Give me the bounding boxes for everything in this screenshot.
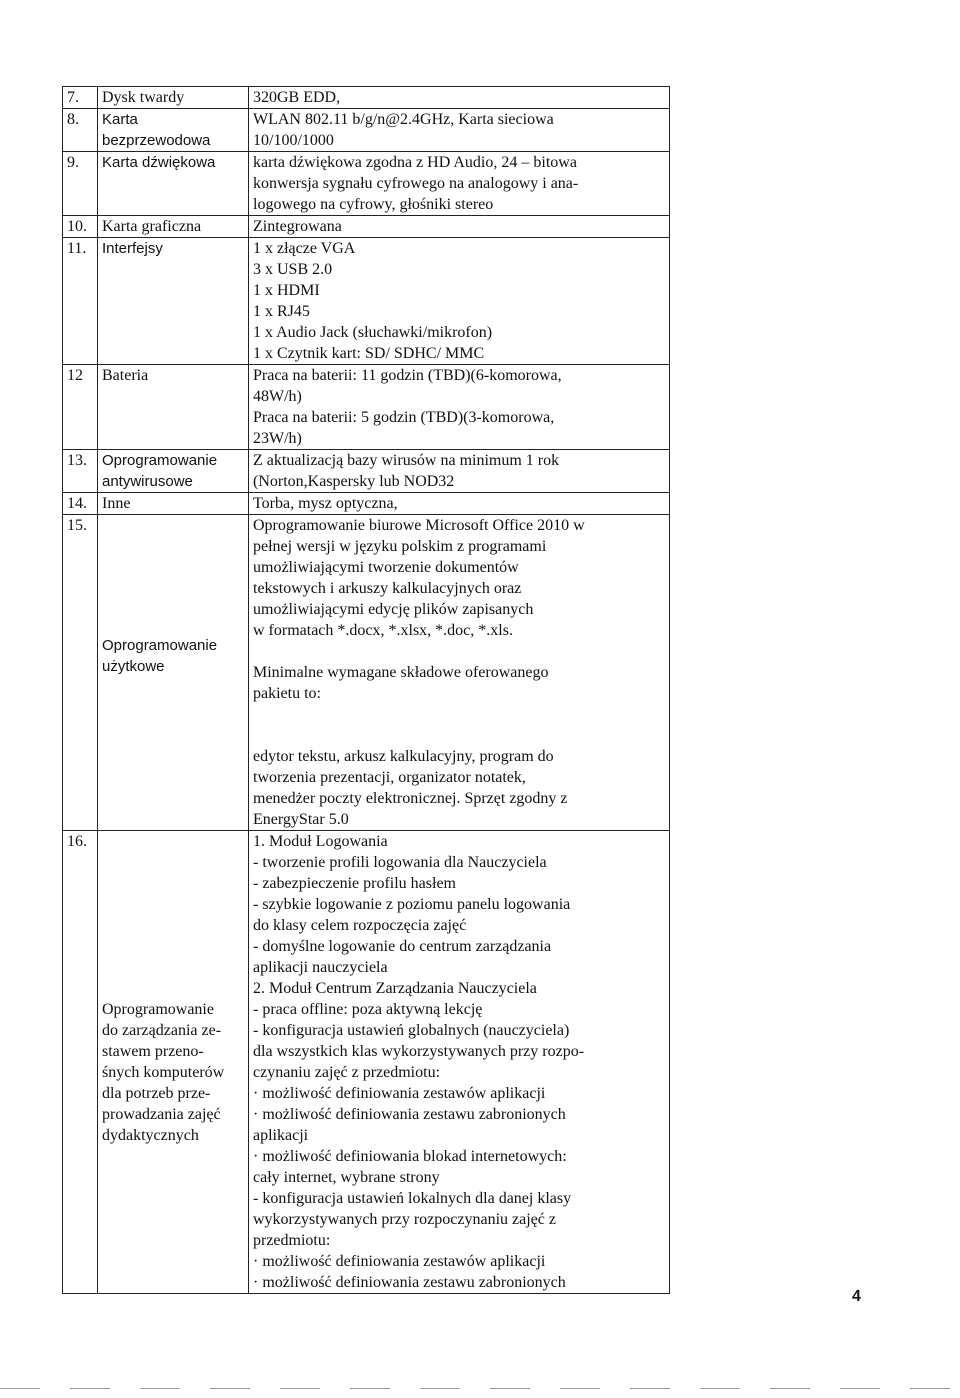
feature-cell <box>98 109 249 152</box>
feature-cell <box>98 87 249 109</box>
feature-cell <box>98 216 249 238</box>
feature-line: do zarządzania ze- <box>102 1022 222 1039</box>
description-line: - praca offline: poza aktywną lekcję <box>253 1001 483 1018</box>
description-line: Z aktualizacją bazy wirusów na minimum 1 rok <box>253 452 560 469</box>
feature-line: Oprogramowanie <box>102 1001 214 1018</box>
feature-line: Dysk twardy <box>102 89 185 106</box>
description-cell <box>249 216 670 238</box>
bottom-divider <box>0 1388 960 1389</box>
description-line: WLAN 802.11 b/g/n@2.4GHz, Karta sieciowa <box>253 111 554 128</box>
spacer <box>253 725 665 746</box>
feature-line: śnych komputerów <box>102 1064 225 1081</box>
table-row <box>63 109 670 152</box>
row-number: 14. <box>63 493 98 515</box>
feature-line: Oprogramowanie <box>102 452 218 469</box>
feature-cell <box>98 515 249 831</box>
feature-line: użytkowe <box>102 658 165 675</box>
description-cell <box>249 238 670 365</box>
row-number: 12 <box>63 365 98 450</box>
description-line: - tworzenie profili logowania dla Nauczyciela <box>253 854 547 871</box>
description-line: (Norton,Kaspersky lub NOD32 <box>253 473 455 490</box>
specification-table <box>62 86 670 1294</box>
feature-cell <box>98 450 249 493</box>
row-number: 10. <box>63 216 98 238</box>
description-line: pełnej wersji w języku polskim z programami <box>253 538 547 555</box>
description-line: 10/100/1000 <box>253 132 334 149</box>
description-line: Oprogramowanie biurowe Microsoft Office 2010 w <box>253 517 585 534</box>
description-line: dla wszystkich klas wykorzystywanych przy rozpo- <box>253 1043 585 1060</box>
description-line: 1 x RJ45 <box>253 303 310 320</box>
description-line: - konfiguracja ustawień globalnych (nauczyciela) <box>253 1022 570 1039</box>
description-line: umożliwiającymi tworzenie dokumentów <box>253 559 519 576</box>
description-line: czynaniu zajęć z przedmiotu: <box>253 1064 441 1081</box>
description-line: karta dźwiękowa zgodna z HD Audio, 24 – bitowa <box>253 154 577 171</box>
table-row <box>63 87 670 109</box>
description-line: aplikacji nauczyciela <box>253 959 388 976</box>
description-line: logowego na cyfrowy, głośniki stereo <box>253 196 494 213</box>
feature-cell <box>98 365 249 450</box>
page-number: 4 <box>852 1288 861 1305</box>
feature-line: Oprogramowanie <box>102 637 218 654</box>
feature-cell <box>98 493 249 515</box>
description-cell <box>249 515 670 831</box>
table-row <box>63 365 670 450</box>
row-number: 9. <box>63 152 98 216</box>
description-line: · możliwość definiowania zestawów aplikacji <box>253 1085 546 1102</box>
feature-line: bezprzewodowa <box>102 132 211 149</box>
feature-line: Karta graficzna <box>102 218 202 235</box>
row-number: 15. <box>63 515 98 831</box>
description-line: 1 x Czytnik kart: SD/ SDHC/ MMC <box>253 345 485 362</box>
description-cell <box>249 450 670 493</box>
description-line: 1. Moduł Logowania <box>253 833 388 850</box>
table-row <box>63 493 670 515</box>
description-line: · możliwość definiowania blokad internetowych: <box>253 1148 567 1165</box>
feature-line: prowadzania zajęć <box>102 1106 221 1123</box>
row-number: 8. <box>63 109 98 152</box>
feature-cell <box>98 238 249 365</box>
description-line: Minimalne wymagane składowe oferowanego <box>253 664 549 681</box>
description-line: Zintegrowana <box>253 218 342 235</box>
feature-line: antywirusowe <box>102 473 193 490</box>
feature-line: Interfejsy <box>102 240 163 257</box>
description-line: - szybkie logowanie z poziomu panelu logowania <box>253 896 571 913</box>
description-line: · możliwość definiowania zestawu zabronionych <box>253 1274 566 1291</box>
description-line: w formatach *.docx, *.xlsx, *.doc, *.xls. <box>253 622 513 639</box>
spacer <box>253 641 665 662</box>
row-number: 13. <box>63 450 98 493</box>
description-line: menedżer poczty elektronicznej. Sprzęt zgodny z <box>253 790 568 807</box>
description-line: wykorzystywanych przy rozpoczynaniu zajęć z <box>253 1211 556 1228</box>
description-line: 1 x HDMI <box>253 282 320 299</box>
table-row <box>63 216 670 238</box>
description-line: tekstowych i arkuszy kalkulacyjnych oraz <box>253 580 522 597</box>
description-line: pakietu to: <box>253 685 321 702</box>
description-cell <box>249 87 670 109</box>
feature-line: stawem przeno- <box>102 1043 204 1060</box>
description-line: - domyślne logowanie do centrum zarządzania <box>253 938 552 955</box>
table-row <box>63 450 670 493</box>
description-line: 2. Moduł Centrum Zarządzania Nauczyciela <box>253 980 537 997</box>
description-line: aplikacji <box>253 1127 309 1144</box>
description-line: 320GB EDD, <box>253 89 341 106</box>
description-line: - zabezpieczenie profilu hasłem <box>253 875 456 892</box>
row-number: 7. <box>63 87 98 109</box>
table-row <box>63 152 670 216</box>
description-line: 1 x złącze VGA <box>253 240 356 257</box>
feature-line: Karta dźwiękowa <box>102 154 216 171</box>
description-cell <box>249 152 670 216</box>
feature-line: Karta <box>102 111 138 128</box>
description-line: 1 x Audio Jack (słuchawki/mikrofon) <box>253 324 493 341</box>
feature-cell <box>98 831 249 1294</box>
description-line: przedmiotu: <box>253 1232 331 1249</box>
row-number: 11. <box>63 238 98 365</box>
description-cell <box>249 493 670 515</box>
description-line: Torba, mysz optyczna, <box>253 495 398 512</box>
description-line: 3 x USB 2.0 <box>253 261 333 278</box>
description-line: umożliwiającymi edycję plików zapisanych <box>253 601 534 618</box>
description-line: Praca na baterii: 5 godzin (TBD)(3-komorowa, <box>253 409 555 426</box>
table-row <box>63 831 670 1294</box>
description-line: EnergyStar 5.0 <box>253 811 349 828</box>
feature-line: Bateria <box>102 367 149 384</box>
description-line: konwersja sygnału cyfrowego na analogowy i ana- <box>253 175 579 192</box>
feature-line: dla potrzeb prze- <box>102 1085 211 1102</box>
description-cell <box>249 831 670 1294</box>
description-line: - konfiguracja ustawień lokalnych dla danej klasy <box>253 1190 572 1207</box>
row-number: 16. <box>63 831 98 1294</box>
feature-cell <box>98 152 249 216</box>
spacer <box>253 704 665 725</box>
description-line: tworzenia prezentacji, organizator notatek, <box>253 769 526 786</box>
description-line: · możliwość definiowania zestawu zabronionych <box>253 1106 566 1123</box>
description-line: 48W/h) <box>253 388 302 405</box>
description-line: Praca na baterii: 11 godzin (TBD)(6-komorowa, <box>253 367 562 384</box>
description-line: · możliwość definiowania zestawów aplikacji <box>253 1253 546 1270</box>
description-cell <box>249 109 670 152</box>
table-row <box>63 515 670 831</box>
description-line: 23W/h) <box>253 430 302 447</box>
description-line: edytor tekstu, arkusz kalkulacyjny, program do <box>253 748 554 765</box>
feature-line: Inne <box>102 495 131 512</box>
table-row <box>63 238 670 365</box>
description-line: do klasy celem rozpoczęcia zajęć <box>253 917 467 934</box>
description-cell <box>249 365 670 450</box>
description-line: cały internet, wybrane strony <box>253 1169 440 1186</box>
feature-line: dydaktycznych <box>102 1127 199 1144</box>
